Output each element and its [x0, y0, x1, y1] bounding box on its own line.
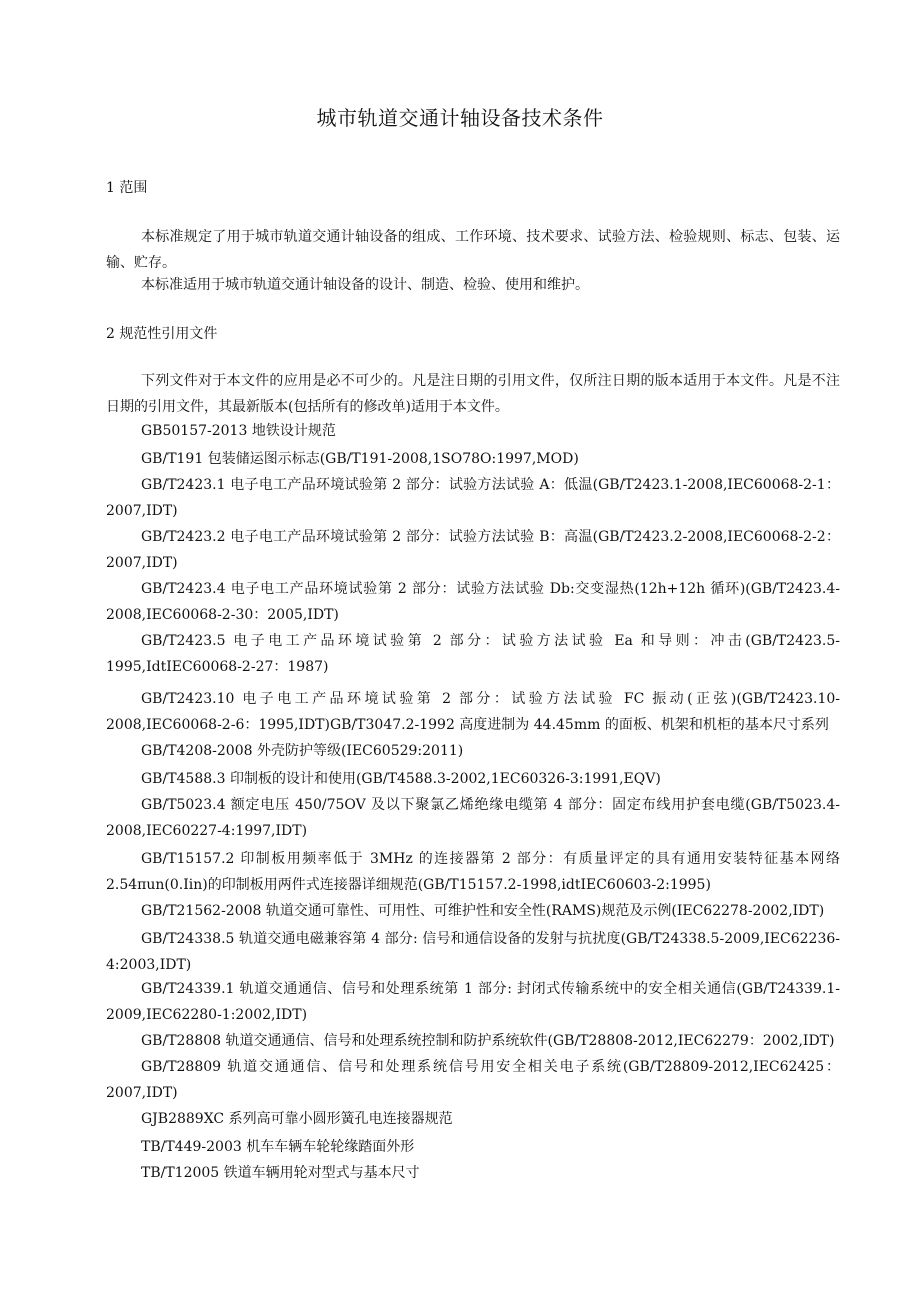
reference-item: GB/T4588.3 印制板的设计和使用(GB/T4588.3-2002,1EC60326-3:1991,EQV): [141, 771, 661, 787]
reference-item: GB/T2423.4 电子电工产品环境试验第 2 部分：试验方法试验 Db:交变湿热(12h+12h 循环)(GB/T2423.4-2008,IEC60068-2-30：2005,IDT): [106, 581, 840, 623]
section-2-heading: 2 规范性引用文件: [106, 326, 218, 342]
reference-item: GB/T28809 轨道交通通信、信号和处理系统信号用安全相关电子系统(GB/T28809-2012,IEC62425：2007,IDT): [106, 1059, 840, 1101]
section-1-paragraph-1: 本标准规定了用于城市轨道交通计轴设备的组成、工作环境、技术要求、试验方法、检验规则、标志、包装、运输、贮存。: [106, 229, 840, 271]
section-2-intro: 下列文件对于本文件的应用是必不可少的。凡是注日期的引用文件，仅所注日期的版本适用于本文件。凡是不注日期的引用文件，其最新版本(包括所有的修改单)适用于本文件。: [106, 373, 840, 415]
reference-item: GB/T2423.2 电子电工产品环境试验第 2 部分：试验方法试验 B：高温(GB/T2423.2-2008,IEC60068-2-2：2007,IDT): [106, 529, 840, 571]
reference-item: GB/T2423.1 电子电工产品环境试验第 2 部分：试验方法试验 A：低温(GB/T2423.1-2008,IEC60068-2-1：2007,IDT): [106, 477, 840, 519]
reference-item: GB50157-2013 地铁设计规范: [141, 423, 336, 439]
reference-item: TB/T12005 铁道车辆用轮对型式与基本尺寸: [141, 1165, 420, 1181]
document-title: 城市轨道交通计轴设备技术条件: [316, 106, 604, 130]
section-1-heading: 1 范围: [106, 180, 148, 196]
reference-item: GB/T5023.4 额定电压 450/75OV 及以下聚氯乙烯绝缘电缆第 4 部分：固定布线用护套电缆(GB/T5023.4-2008,IEC60227-4:1997,IDT): [106, 797, 840, 839]
reference-item: GB/T15157.2 印制板用频率低于 3MHz 的连接器第 2 部分：有质量评定的具有通用安装特征基本网络 2.54πun(0.Iin)的印制板用两件式连接器详细规范(GB/T15157.2-1998,idtIEC60603-2:1995): [106, 851, 840, 893]
reference-item: GB/T2423.5 电子电工产品环境试验第 2 部分：试验方法试验 Ea 和导则：冲击(GB/T2423.5-1995,IdtIEC60068-2-27：1987): [106, 633, 840, 675]
reference-item: GB/T24339.1 轨道交通通信、信号和处理系统第 1 部分: 封闭式传输系统中的安全相关通信(GB/T24339.1-2009,IEC62280-1:2002,IDT): [106, 981, 840, 1023]
reference-item: GB/T28808 轨道交通通信、信号和处理系统控制和防护系统软件(GB/T28808-2012,IEC62279：2002,IDT): [141, 1033, 835, 1049]
section-1-paragraph-2: 本标准适用于城市轨道交通计轴设备的设计、制造、检验、使用和维护。: [141, 277, 589, 293]
reference-item: TB/T449-2003 机车车辆车轮轮缘踏面外形: [141, 1139, 415, 1155]
reference-item: GB/T24338.5 轨道交通电磁兼容第 4 部分: 信号和通信设备的发射与抗扰度(GB/T24338.5-2009,IEC62236-4:2003,IDT): [106, 931, 840, 973]
reference-item: GB/T4208-2008 外壳防护等级(IEC60529:2011): [141, 743, 464, 759]
reference-item: GB/T2423.10 电子电工产品环境试验第 2 部分：试验方法试验 FC 振动(正弦)(GB/T2423.10-2008,IEC60068-2-6：1995,IDT)GB/T3047.2-1992 高度进制为 44.45mm 的面板、机架和机柜的基本尺寸系列: [106, 691, 840, 733]
reference-item: GB/T21562-2008 轨道交通可靠性、可用性、可维护性和安全性(RAMS)规范及示例(IEC62278-2002,IDT): [141, 903, 825, 919]
reference-item: GJB2889XC 系列高可靠小圆形簧孔电连接器规范: [141, 1111, 453, 1127]
reference-item: GB/T191 包装储运图示标志(GB/T191-2008,1SO78O:1997,MOD): [141, 451, 579, 467]
